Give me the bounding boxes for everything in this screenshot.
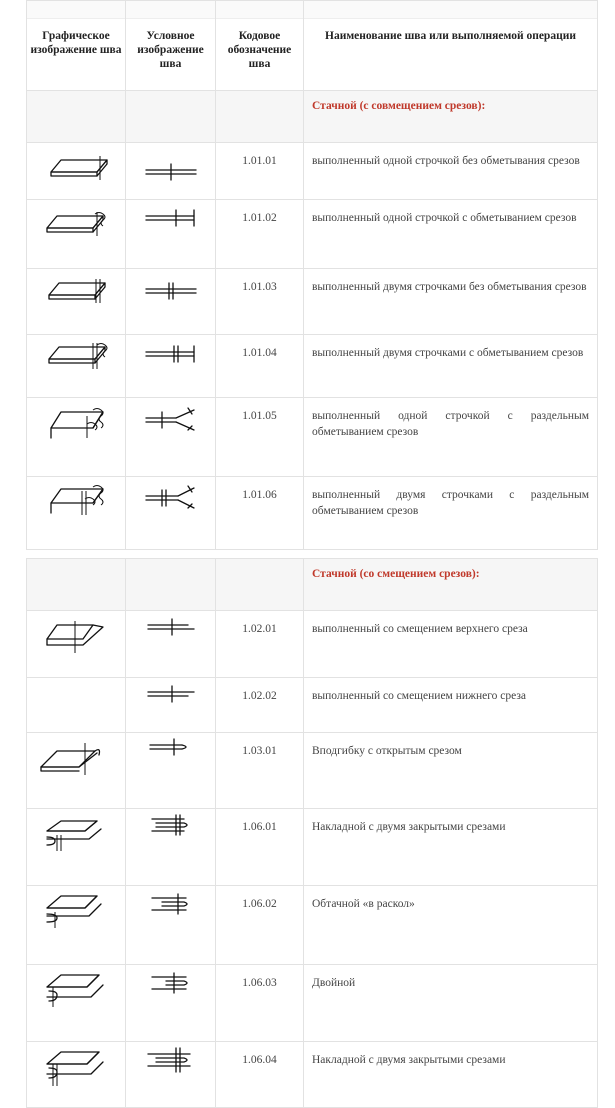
table-row <box>27 335 598 398</box>
group-title: Стачной (со смещением срезов): <box>304 559 598 611</box>
seam-code: 1.06.01 <box>216 809 304 886</box>
table-row <box>27 733 598 809</box>
seam-table <box>26 0 598 1108</box>
table-row <box>27 886 598 965</box>
seam-code: 1.03.01 <box>216 733 304 809</box>
table-row <box>27 477 598 550</box>
seam-symbol-icon <box>126 678 216 733</box>
seam-name: выполненный одной строчкой с обметыванием срезов <box>304 200 598 269</box>
table-gap <box>27 550 598 559</box>
seam-graphic-icon <box>27 398 126 477</box>
group-row <box>27 91 598 143</box>
table-row <box>27 1042 598 1108</box>
seam-symbol-icon <box>126 1042 216 1108</box>
seam-symbol-icon <box>126 611 216 678</box>
seam-graphic-empty <box>27 678 126 733</box>
seam-symbol-icon <box>126 398 216 477</box>
table-header-row <box>27 1 598 91</box>
group-title: Стачной (с совмещением срезов): <box>304 91 598 143</box>
seam-graphic-icon <box>27 611 126 678</box>
seam-code: 1.01.06 <box>216 477 304 550</box>
seam-symbol-icon <box>126 269 216 335</box>
seam-name: выполненный двумя строчками с обметыванием срезов <box>304 335 598 398</box>
seam-graphic-icon <box>27 1042 126 1108</box>
seam-graphic-icon <box>27 809 126 886</box>
header-code: Кодовое обозначение шва <box>216 1 304 91</box>
seam-code: 1.01.05 <box>216 398 304 477</box>
seam-name: выполненный со смещением верхнего среза <box>304 611 598 678</box>
seam-name: выполненный одной строчкой без обметывания срезов <box>304 143 598 200</box>
table-row <box>27 143 598 200</box>
seam-name: Двойной <box>304 965 598 1042</box>
seam-graphic-icon <box>27 477 126 550</box>
table-row <box>27 269 598 335</box>
seam-symbol-icon <box>126 143 216 200</box>
seam-name: Накладной с двумя закрытыми срезами <box>304 1042 598 1108</box>
seam-name: выполненный одной строчкой с раздельным обметыванием срезов <box>304 398 598 477</box>
table-row <box>27 809 598 886</box>
header-graphic: Графическое изображение шва <box>27 1 126 91</box>
seam-code: 1.01.01 <box>216 143 304 200</box>
seam-code: 1.01.02 <box>216 200 304 269</box>
table-row <box>27 965 598 1042</box>
table-row <box>27 611 598 678</box>
seam-symbol-icon <box>126 733 216 809</box>
seam-graphic-icon <box>27 335 126 398</box>
table-row <box>27 200 598 269</box>
seam-symbol-icon <box>126 477 216 550</box>
seam-graphic-icon <box>27 965 126 1042</box>
seam-graphic-icon <box>27 200 126 269</box>
seam-code: 1.06.04 <box>216 1042 304 1108</box>
seam-symbol-icon <box>126 965 216 1042</box>
seam-graphic-icon <box>27 733 126 809</box>
header-symbol: Условное изображение шва <box>126 1 216 91</box>
seam-name: выполненный со смещением нижнего среза <box>304 678 598 733</box>
seam-symbol-icon <box>126 886 216 965</box>
seam-name: выполненный двумя строчками без обметывания срезов <box>304 269 598 335</box>
seam-code: 1.02.02 <box>216 678 304 733</box>
seam-name: Накладной с двумя закрытыми срезами <box>304 809 598 886</box>
seam-graphic-icon <box>27 886 126 965</box>
seam-code: 1.01.04 <box>216 335 304 398</box>
table-row <box>27 678 598 733</box>
seam-code: 1.06.02 <box>216 886 304 965</box>
seam-name: выполненный двумя строчками с раздельным обметыванием срезов <box>304 477 598 550</box>
seam-graphic-icon <box>27 269 126 335</box>
seam-name: Вподгибку с открытым срезом <box>304 733 598 809</box>
group-row <box>27 559 598 611</box>
seam-symbol-icon <box>126 809 216 886</box>
seam-code: 1.02.01 <box>216 611 304 678</box>
seam-code: 1.01.03 <box>216 269 304 335</box>
seam-symbol-icon <box>126 335 216 398</box>
seam-symbol-icon <box>126 200 216 269</box>
header-name: Наименование шва или выполняемой операции <box>304 1 598 91</box>
table-row <box>27 398 598 477</box>
seam-name: Обтачной «в раскол» <box>304 886 598 965</box>
seam-graphic-icon <box>27 143 126 200</box>
seam-code: 1.06.03 <box>216 965 304 1042</box>
